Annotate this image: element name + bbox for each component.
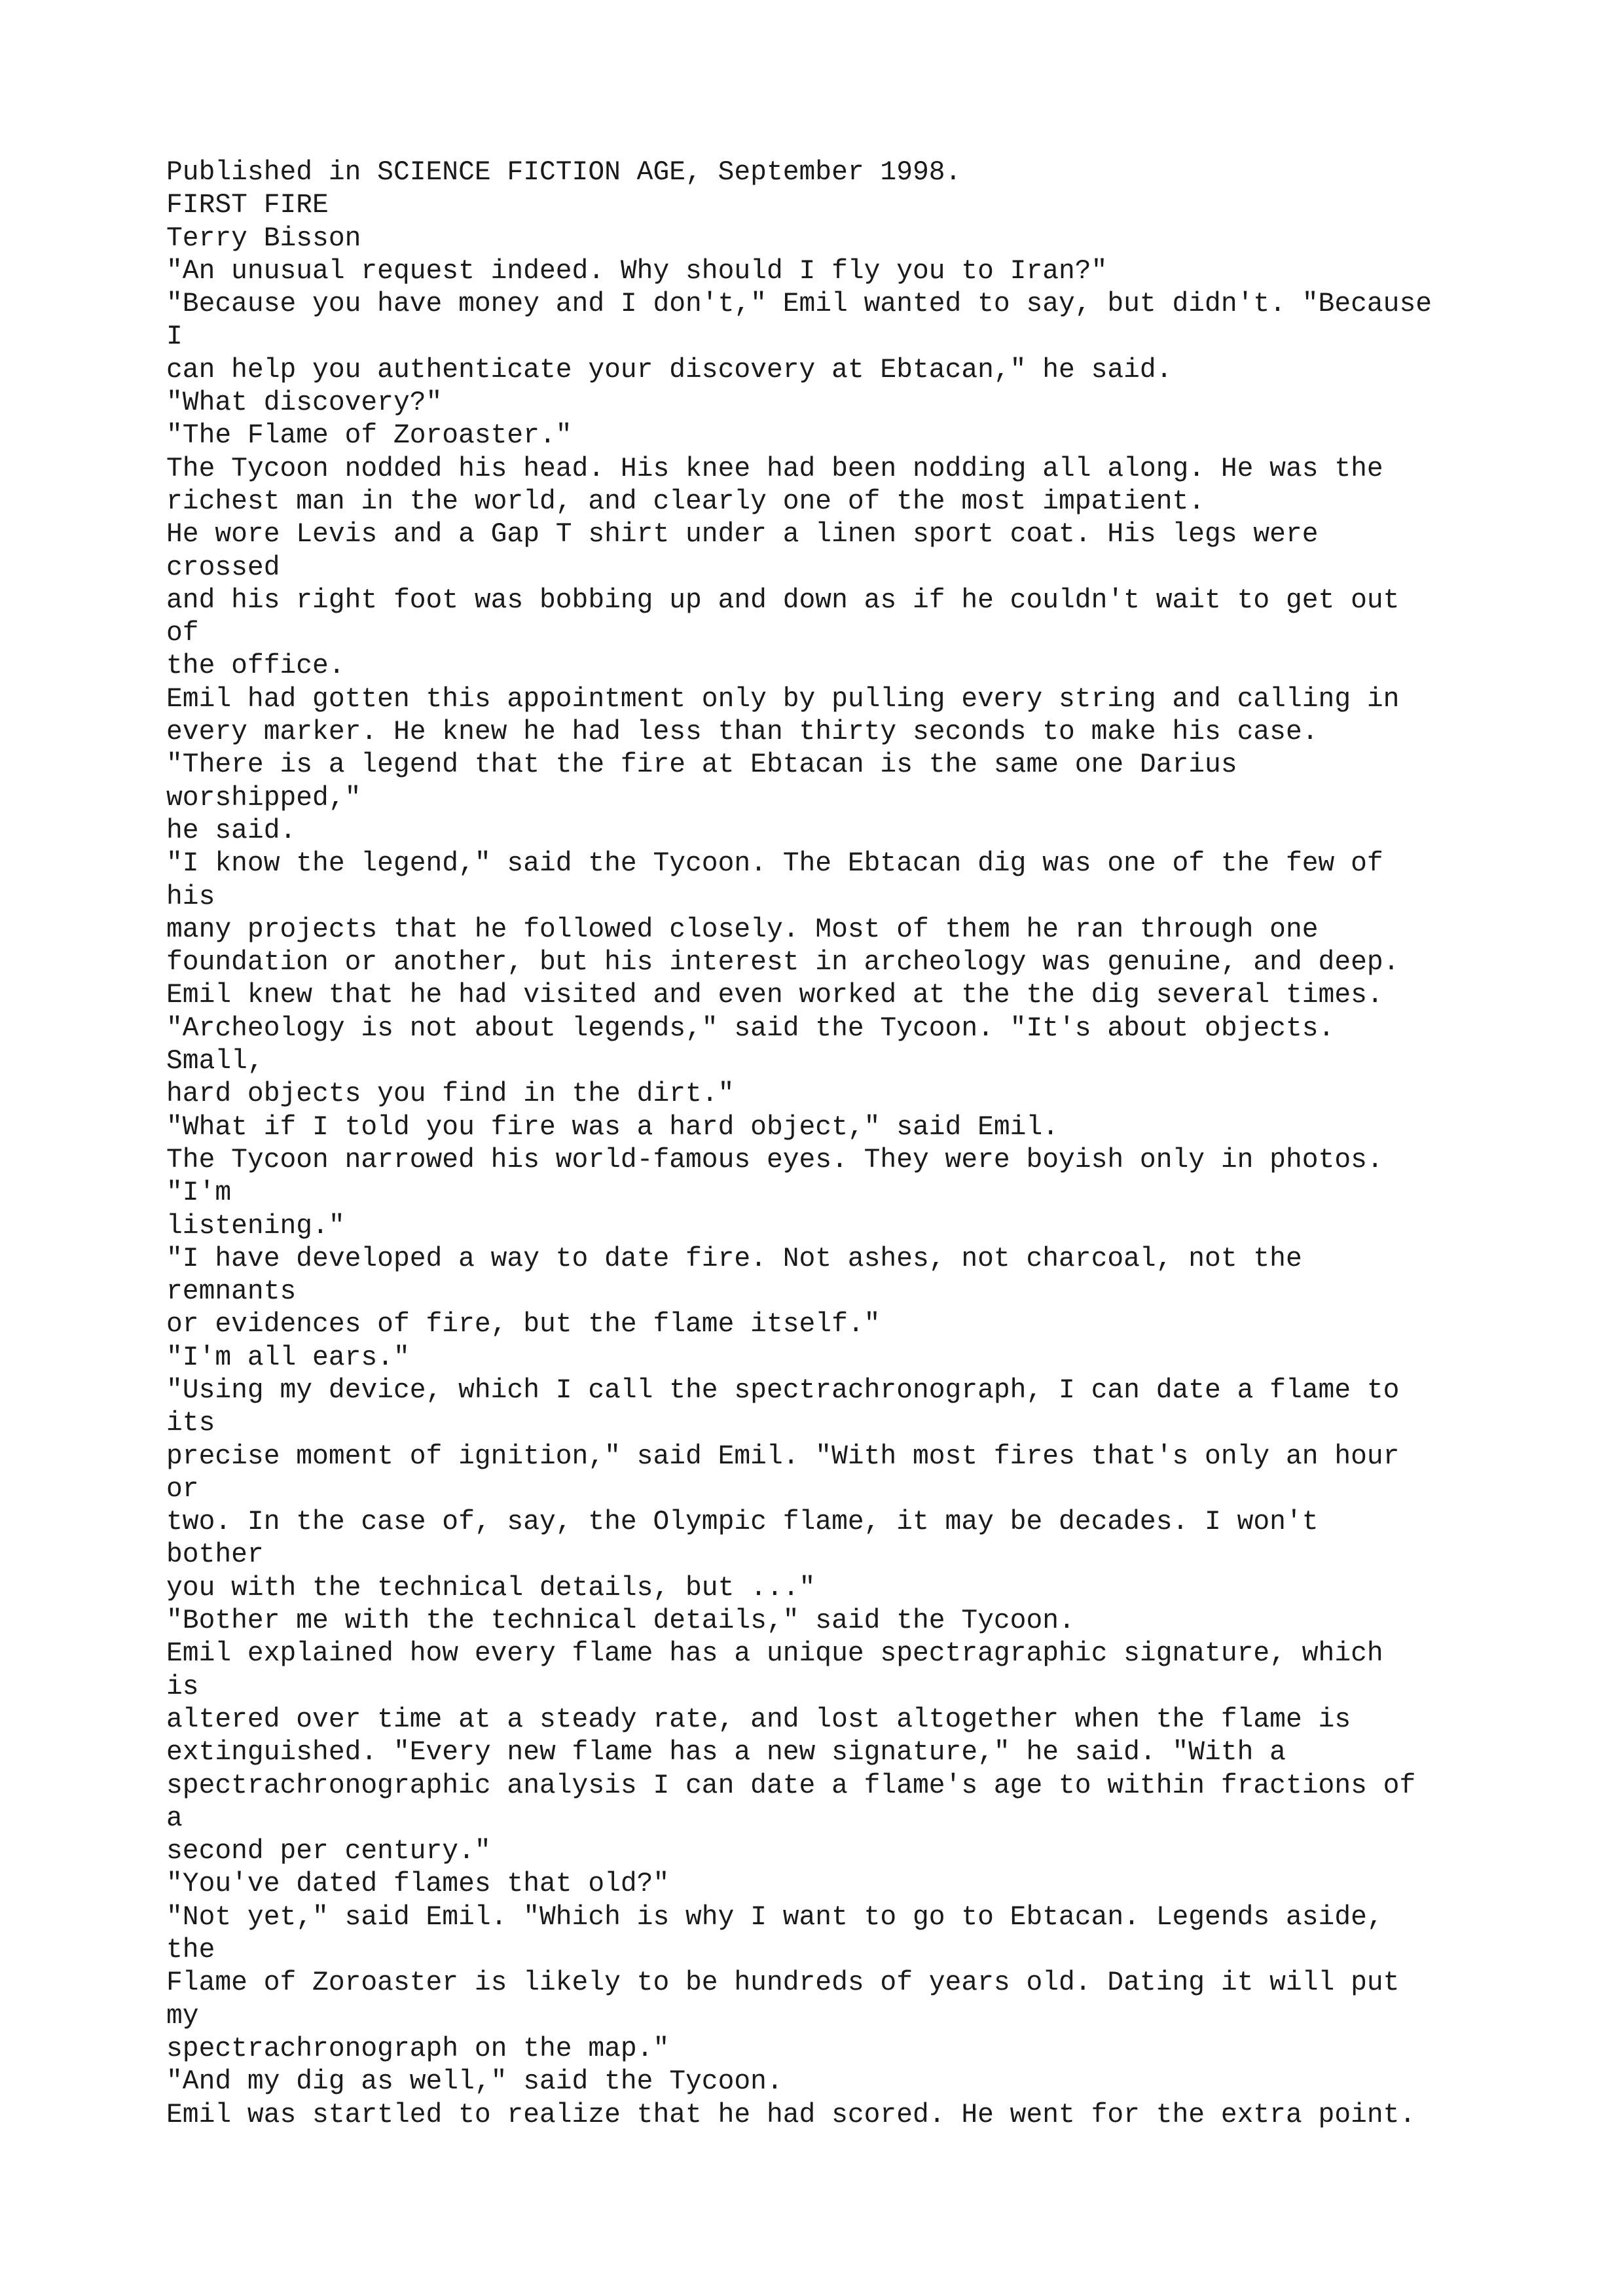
text-line: the office. bbox=[166, 651, 345, 682]
text-line: can help you authenticate your discovery at Ebtacan," he said. bbox=[166, 355, 1173, 386]
text-line: FIRST FIRE bbox=[166, 190, 329, 221]
text-line: "There is a legend that the fire at Ebtacan is the same one Darius bbox=[166, 750, 1237, 781]
text-line: extinguished. "Every new flame has a new signature," he said. "With a bbox=[166, 1738, 1286, 1768]
document-body bbox=[166, 156, 1541, 2132]
text-line: listening." bbox=[166, 1211, 345, 1242]
text-line: "The Flame of Zoroaster." bbox=[166, 421, 572, 452]
text-line: "I'm bbox=[166, 1178, 232, 1209]
text-line: "Archeology is not about legends," said the Tycoon. "It's about objects. bbox=[166, 1013, 1335, 1044]
text-line: The Tycoon narrowed his world-famous eyes. They were boyish only in photos. bbox=[166, 1145, 1383, 1175]
text-line: Emil was startled to realize that he had scored. He went for the extra point. bbox=[166, 2100, 1416, 2130]
text-line: a bbox=[166, 1803, 183, 1834]
text-line: Published in SCIENCE FICTION AGE, September 1998. bbox=[166, 158, 962, 188]
text-line: The Tycoon nodded his head. His knee had been nodding all along. He was the bbox=[166, 454, 1383, 484]
text-line: remnants bbox=[166, 1277, 297, 1308]
text-line: hard objects you find in the dirt." bbox=[166, 1079, 735, 1110]
text-line: worshipped," bbox=[166, 783, 361, 814]
text-line: "I have developed a way to date fire. Not ashes, not charcoal, not the bbox=[166, 1244, 1302, 1274]
text-line: I bbox=[166, 322, 183, 353]
text-line: many projects that he followed closely. Most of them he ran through one bbox=[166, 914, 1319, 945]
text-line: "What discovery?" bbox=[166, 388, 443, 419]
text-line: "Not yet," said Emil. "Which is why I want to go to Ebtacan. Legends aside, bbox=[166, 1902, 1383, 1933]
text-line: the bbox=[166, 1935, 215, 1966]
text-line: "I'm all ears." bbox=[166, 1342, 410, 1373]
text-line: "You've dated flames that old?" bbox=[166, 1869, 670, 1900]
text-line: crossed bbox=[166, 552, 280, 583]
text-line: Terry Bisson bbox=[166, 223, 361, 254]
text-line: "Bother me with the technical details," said the Tycoon. bbox=[166, 1606, 1075, 1637]
text-line: or evidences of fire, but the flame itself." bbox=[166, 1310, 881, 1340]
text-line: Emil had gotten this appointment only by pulling every string and calling in bbox=[166, 684, 1400, 715]
text-line: you with the technical details, but ..." bbox=[166, 1573, 816, 1604]
text-line: "An unusual request indeed. Why should I fly you to Iran?" bbox=[166, 256, 1108, 287]
text-line: Small, bbox=[166, 1047, 264, 1077]
text-line: richest man in the world, and clearly one of the most impatient. bbox=[166, 486, 1205, 517]
text-line: or bbox=[166, 1474, 199, 1505]
text-line: spectrachronograph on the map." bbox=[166, 2034, 670, 2064]
text-line: "What if I told you fire was a hard object," said Emil. bbox=[166, 1112, 1059, 1143]
text-line: "Because you have money and I don't," Emil wanted to say, but didn't. "Because bbox=[166, 289, 1432, 320]
text-line: Emil knew that he had visited and even worked at the the dig several times. bbox=[166, 980, 1383, 1011]
text-line: Flame of Zoroaster is likely to be hundreds of years old. Dating it will put bbox=[166, 1968, 1400, 1999]
text-line: second per century." bbox=[166, 1837, 491, 1867]
text-line: spectrachronographic analysis I can date a flame's age to within fractions of bbox=[166, 1770, 1416, 1801]
text-line: he said. bbox=[166, 816, 297, 846]
text-line: Emil explained how every flame has a unique spectragraphic signature, which bbox=[166, 1639, 1383, 1670]
text-line: his bbox=[166, 882, 215, 912]
text-line: my bbox=[166, 2001, 199, 2032]
text-line: its bbox=[166, 1408, 215, 1439]
text-line: bother bbox=[166, 1540, 264, 1571]
text-line: and his right foot was bobbing up and down as if he couldn't wait to get out bbox=[166, 585, 1400, 616]
text-line: altered over time at a steady rate, and lost altogether when the flame is bbox=[166, 1704, 1351, 1735]
text-line: "I know the legend," said the Tycoon. The Ebtacan dig was one of the few of bbox=[166, 849, 1383, 880]
text-line: is bbox=[166, 1672, 199, 1702]
text-line: two. In the case of, say, the Olympic flame, it may be decades. I won't bbox=[166, 1507, 1319, 1538]
text-line: He wore Levis and a Gap T shirt under a linen sport coat. His legs were bbox=[166, 520, 1319, 550]
text-line: precise moment of ignition," said Emil. "With most fires that's only an hour bbox=[166, 1441, 1400, 1472]
text-line: "Using my device, which I call the spectrachronograph, I can date a flame to bbox=[166, 1375, 1400, 1406]
text-line: of bbox=[166, 619, 199, 649]
text-line: every marker. He knew he had less than thirty seconds to make his case. bbox=[166, 717, 1319, 748]
text-line: foundation or another, but his interest in archeology was genuine, and deep. bbox=[166, 948, 1400, 978]
text-line: "And my dig as well," said the Tycoon. bbox=[166, 2067, 783, 2098]
